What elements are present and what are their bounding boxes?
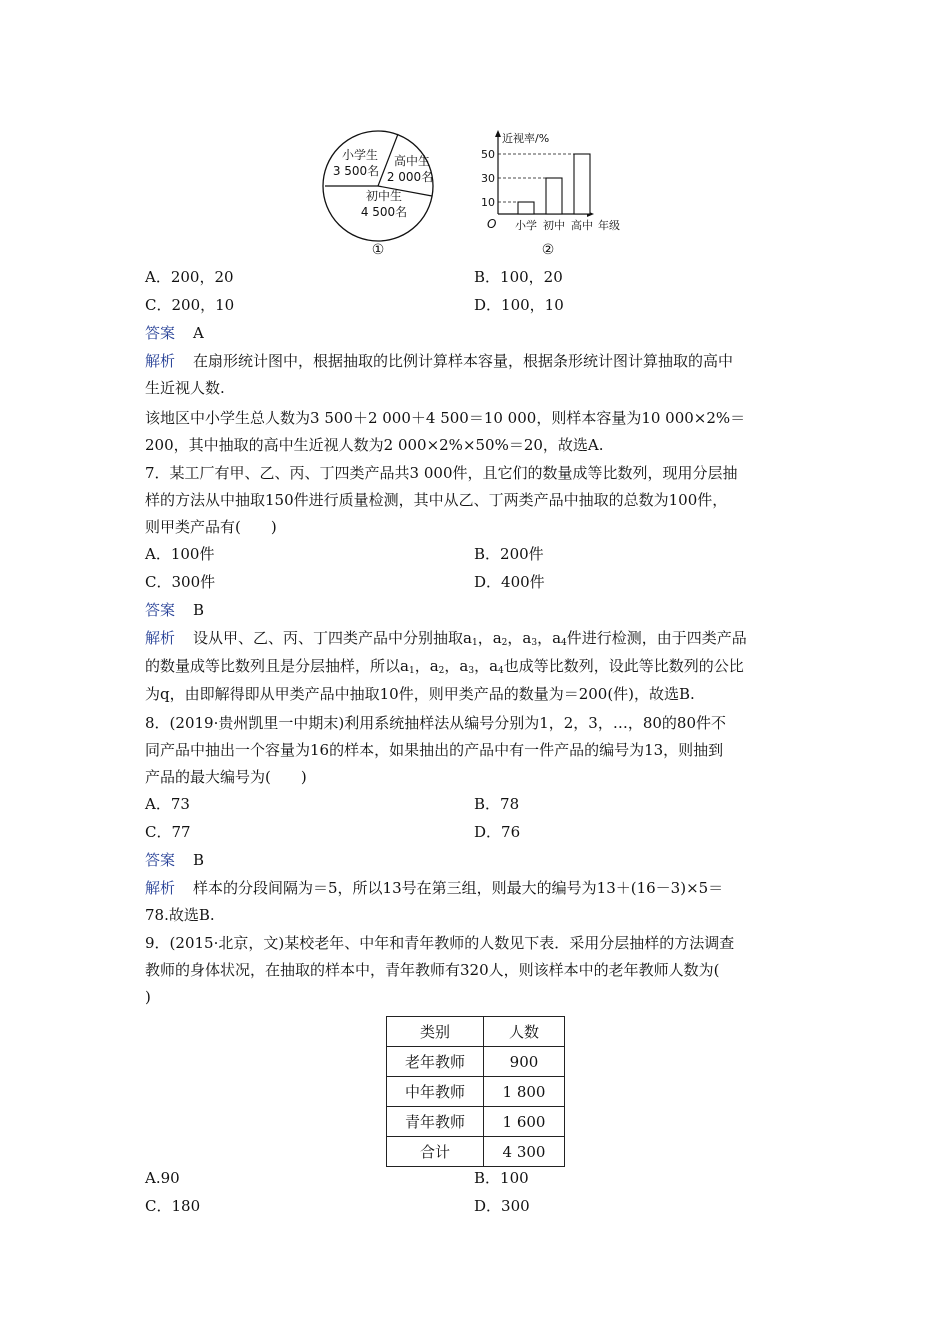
y-tick-label: 10 [481, 196, 495, 209]
q9-stem-line-2: 教师的身体状况，在抽取的样本中，青年教师有320人，则该样本中的老年教师人数为( [145, 961, 720, 979]
q6-analysis-line-4: 200，其中抽取的高中生近视人数为2 000×2%×50%＝20，故选A. [145, 436, 604, 454]
q8-stem-line-1: 8．(2019·贵州凯里一中期末)利用系统抽样法从编号分别为1，2，3，…，80的80件不 [145, 714, 726, 732]
table-cell-category: 老年教师 [387, 1047, 484, 1077]
pie-value-middle: 4 500名 [360, 205, 408, 219]
answer-tag: 答案 [145, 601, 176, 619]
x-axis-label: 年级 [598, 219, 620, 232]
analysis-tag: 解析 [145, 629, 176, 647]
pie-value-high: 2 000名 [386, 170, 434, 184]
q7-stem-line-1: 7．某工厂有甲、乙、丙、丁四类产品共3 000件，且它们的数量成等比数列，现用分层抽 [145, 464, 738, 482]
q8-stem-line-3: 产品的最大编号为( ) [145, 768, 307, 786]
answer-tag: 答案 [145, 851, 176, 869]
table-header-row [387, 1017, 565, 1047]
q7-option-c: C．300件 [145, 573, 216, 591]
q9-stem-line-3: ) [145, 988, 151, 1006]
table-cell-category: 合计 [387, 1137, 484, 1167]
table-cell-count: 1 600 [484, 1107, 565, 1137]
y-tick-label: 30 [481, 172, 495, 185]
q8-option-c: C．77 [145, 823, 191, 841]
q6-analysis-text-1: 在扇形统计图中，根据抽取的比例计算样本容量，根据条形统计图计算抽取的高中 [193, 352, 734, 370]
pie-chart-figure [320, 128, 440, 260]
q7-analysis-text-1b: 件进行检测，由于四类产品 [566, 629, 747, 647]
q8-answer-line [145, 849, 204, 871]
table-row [387, 1077, 565, 1107]
table-row [387, 1107, 565, 1137]
analysis-tag: 解析 [145, 352, 176, 370]
q6-option-c: C．200，10 [145, 296, 235, 314]
q7-option-b: B．200件 [474, 545, 544, 563]
q9-option-a: A.90 [145, 1169, 180, 1187]
table-cell-count: 900 [484, 1047, 565, 1077]
bar-chart-caption: ② [541, 242, 555, 258]
table-header-category: 类别 [387, 1017, 484, 1047]
q6-option-d: D．100，10 [474, 296, 564, 314]
q8-option-a: A．73 [145, 795, 190, 813]
pie-label-middle: 初中生 [365, 189, 403, 203]
bar-chart-ylabel: 近视率/% [502, 132, 550, 145]
origin-label: O [487, 217, 497, 231]
q7-analysis-text-1a: 设从甲、乙、丙、丁四类产品中分别抽取a [193, 629, 472, 647]
q7-analysis-line-1: 解析 设从甲、乙、丙、丁四类产品中分别抽取$a_1$，$a_2$，$a_3$，$a_4$件进行检测，由于四类产品 [145, 629, 747, 648]
q7-analysis-line-2: 的数量成等比数列且是分层抽样，所以$a_1$，$a_2$，$a_3$，$a_4$也成等比数列，设此等比数列的公比 [145, 657, 744, 676]
table-header-count: 人数 [484, 1017, 565, 1047]
x-tick-label: 初中 [543, 219, 565, 232]
x-tick-label: 高中 [571, 219, 593, 232]
y-tick-label: 50 [481, 148, 495, 161]
q8-answer: B [193, 851, 205, 869]
q7-analysis-text-2a: 的数量成等比数列且是分层抽样，所以a [145, 657, 409, 675]
q7-answer-line [145, 599, 204, 621]
q7-option-a: A．100件 [145, 545, 215, 563]
q8-option-d: D．76 [474, 823, 521, 841]
y-axis-arrow-icon [495, 130, 501, 137]
q8-option-b: B．78 [474, 795, 520, 813]
q6-answer: A [193, 324, 204, 342]
table-cell-category: 中年教师 [387, 1077, 484, 1107]
answer-tag: 答案 [145, 324, 176, 342]
q6-analysis-line-3: 该地区中小学生总人数为3 500＋2 000＋4 500＝10 000，则样本容量为10 000×2%＝ [145, 409, 746, 427]
q6-option-b: B．100，20 [474, 268, 563, 286]
q9-option-c: C．180 [145, 1197, 201, 1215]
analysis-tag: 解析 [145, 879, 176, 897]
q6-option-a: A．200，20 [145, 268, 234, 286]
q7-stem-line-3: 则甲类产品有( ) [145, 518, 277, 536]
table-row [387, 1137, 565, 1167]
table-cell-category: 青年教师 [387, 1107, 484, 1137]
pie-label-primary: 小学生 [341, 148, 379, 162]
pie-caption: ① [371, 242, 385, 258]
q7-analysis-text-2b: 也成等比数列，设此等比数列的公比 [503, 657, 744, 675]
q9-stem-line-1: 9．(2015·北京，文)某校老年、中年和青年教师的人数见下表．采用分层抽样的方法调查 [145, 934, 735, 952]
teacher-count-table [386, 1016, 565, 1167]
q9-option-d: D．300 [474, 1197, 530, 1215]
bar-小学 [518, 202, 534, 214]
pie-label-high: 高中生 [393, 154, 431, 168]
table-row [387, 1047, 565, 1077]
q6-answer-line [145, 322, 204, 344]
q8-analysis-line-1 [145, 877, 723, 899]
bar-chart-figure [478, 128, 638, 260]
q7-option-d: D．400件 [474, 573, 545, 591]
x-tick-label: 小学 [515, 219, 537, 232]
bar-高中 [574, 154, 590, 214]
q8-analysis-line-2: 78.故选B. [145, 906, 215, 924]
q7-stem-line-2: 样的方法从中抽取150件进行质量检测，其中从乙、丁两类产品中抽取的总数为100件， [145, 491, 728, 509]
q6-analysis-line-1 [145, 350, 733, 372]
q7-analysis-line-3: 为q，由即解得即从甲类产品中抽取10件，则甲类产品的数量为＝200(件)，故选B. [145, 685, 695, 703]
bar-初中 [546, 178, 562, 214]
q8-analysis-text-1: 样本的分段间隔为＝5，所以13号在第三组，则最大的编号为13＋(16－3)×5＝ [193, 879, 724, 897]
table-cell-count: 4 300 [484, 1137, 565, 1167]
q8-stem-line-2: 同产品中抽出一个容量为16的样本，如果抽出的产品中有一件产品的编号为13，则抽到 [145, 741, 724, 759]
table-cell-count: 1 800 [484, 1077, 565, 1107]
q9-option-b: B．100 [474, 1169, 529, 1187]
q6-analysis-line-2: 生近视人数. [145, 379, 225, 397]
pie-value-primary: 3 500名 [332, 164, 380, 178]
q7-answer: B [193, 601, 205, 619]
